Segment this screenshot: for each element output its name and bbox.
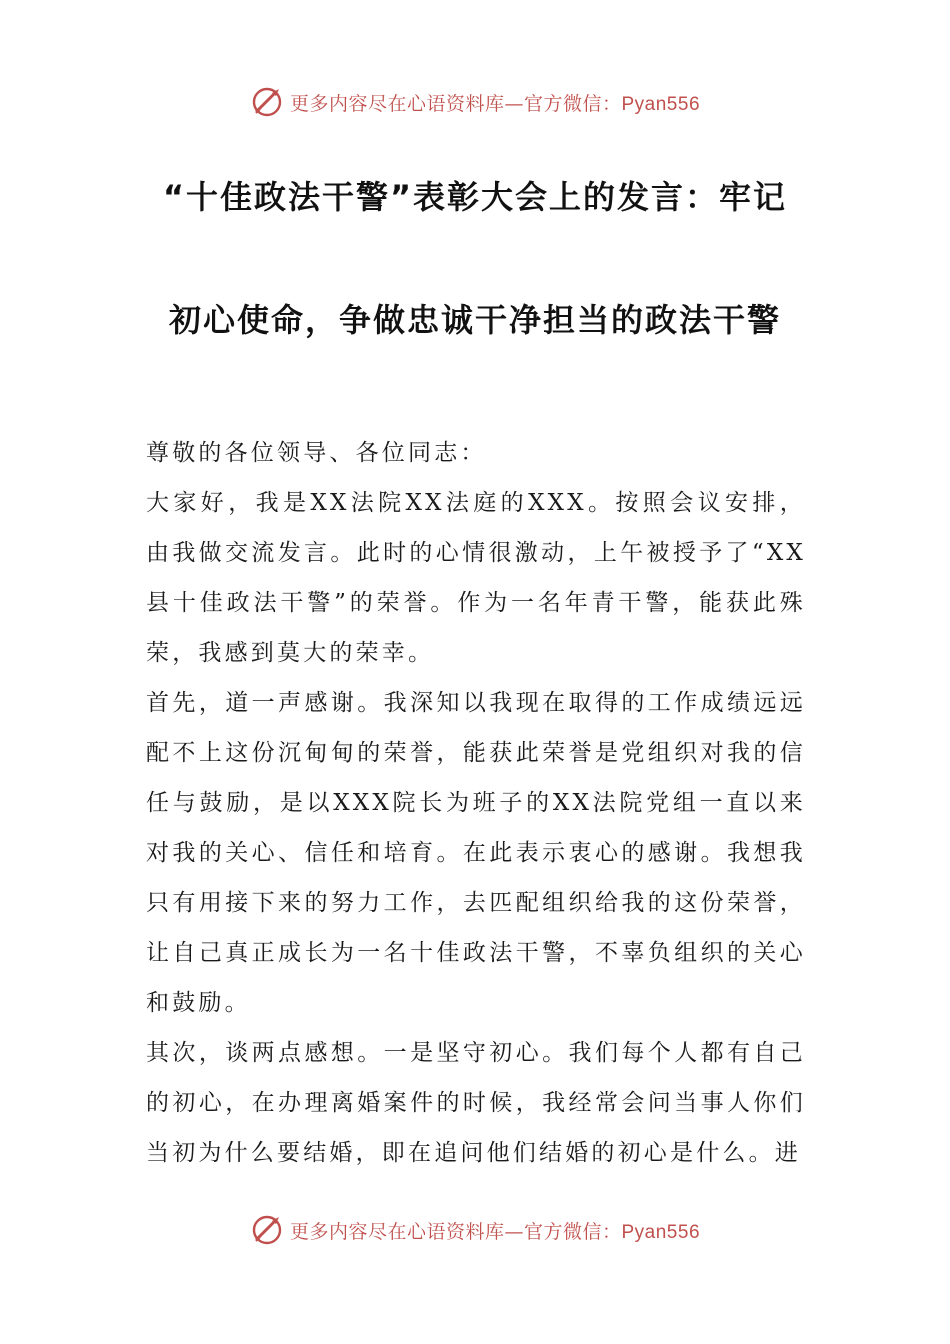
pen-logo-icon [250, 85, 284, 119]
salutation: 尊敬的各位领导、各位同志： [146, 440, 487, 466]
pen-logo-icon [250, 1213, 284, 1247]
body-paragraph: 首先，道一声感谢。我深知以我现在取得的工作成绩远远配不上这份沉甸甸的荣誉，能获此荣誉是党组织对我的信任与鼓励，是以XXX院长为班子的XX法院党组一直以来对我的关心、信任和培育。在此表示衷心的感谢。我想我只有用接下来的努力工作，去匹配组织给我的这份荣誉，让自己真正成长为一名十佳政法干警，不辜负组织的关心和鼓励。 [146, 690, 806, 1016]
watermark-text: 更多内容尽在心语资料库—官方微信：Pyan556 [289, 1220, 701, 1243]
body-paragraph: 其次，谈两点感想。一是坚守初心。我们每个人都有自己的初心，在办理离婚案件的时候，我经常会问当事人你们当初为什么要结婚，即在追问他们结婚的初心是什么。进 [146, 1040, 806, 1166]
document-body [146, 428, 806, 1178]
watermark-banner-bottom [0, 1210, 950, 1250]
document-title-line-1: “十佳政法干警”表彰大会上的发言：牢记 [162, 178, 788, 216]
watermark-banner-top [0, 82, 950, 122]
wechat-id: Pyan556 [621, 1221, 701, 1243]
watermark-text: 更多内容尽在心语资料库—官方微信：Pyan556 [289, 92, 701, 115]
document-title-line-2: 初心使命，争做忠诚干净担当的政法干警 [168, 301, 781, 339]
wechat-id: Pyan556 [621, 93, 701, 115]
body-paragraph: 大家好，我是XX法院XX法庭的XXX。按照会议安排，由我做交流发言。此时的心情很激动，上午被授予了“XX县十佳政法干警”的荣誉。作为一名年青干警，能获此殊荣，我感到莫大的荣幸。 [146, 490, 806, 666]
